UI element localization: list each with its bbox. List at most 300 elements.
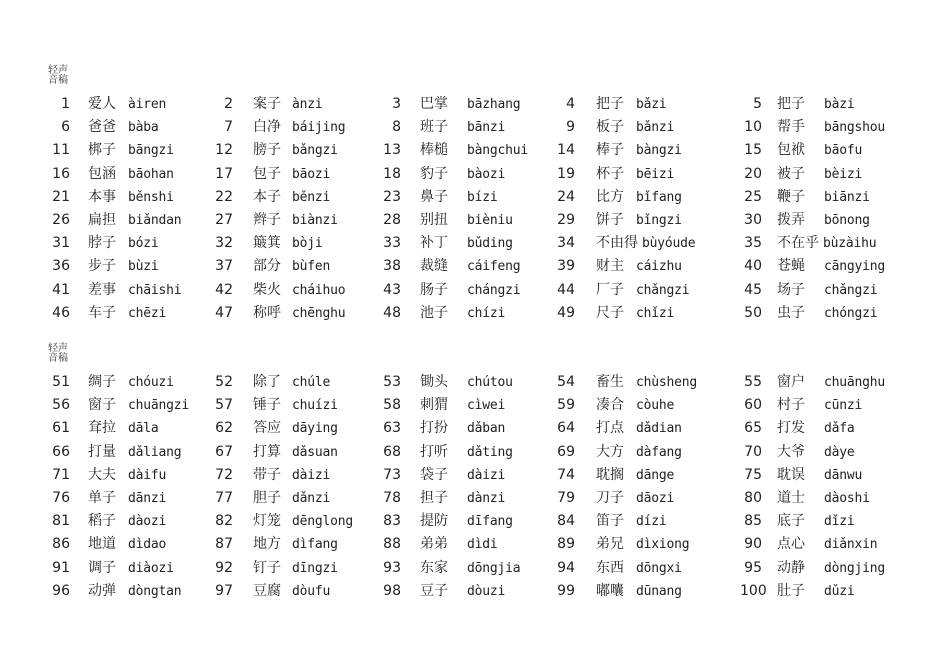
entry-word: 杯子 [596, 165, 624, 182]
section-label: 轻声 音稿 [48, 343, 68, 364]
entry-word: 池子 [420, 304, 448, 321]
entry-word: 耽搁 [596, 466, 624, 483]
entry-pinyin: bàngchui [467, 143, 529, 159]
entry-word: 补丁 [420, 235, 448, 252]
entry-number: 62 [215, 420, 233, 437]
entry-number: 11 [52, 142, 70, 159]
entry-number: 55 [744, 374, 762, 390]
entry-word: 笛子 [596, 513, 624, 530]
entry-word: 裁缝 [420, 258, 448, 275]
entry-pinyin: dīfang [467, 514, 513, 530]
entry-word: 棒槌 [420, 142, 448, 159]
entry-number: 1 [61, 96, 70, 112]
entry-number: 59 [557, 397, 575, 414]
entry-number: 77 [215, 490, 233, 506]
entry-word: 豹子 [420, 165, 448, 182]
entry-pinyin: dāla [128, 421, 159, 437]
entry-number: 2 [224, 96, 233, 112]
entry-pinyin: biànzi [292, 213, 338, 228]
entry-word: 把子 [777, 96, 805, 112]
entry-word: 打扮 [420, 420, 448, 437]
entry-word: 刺猬 [420, 397, 448, 414]
entry-number: 56 [52, 397, 70, 414]
entry-pinyin: bùzi [128, 259, 159, 275]
entry-number: 3 [392, 96, 401, 112]
entry-number: 72 [215, 466, 233, 483]
entry-pinyin: běnshi [128, 189, 174, 205]
entry-word: 柴火 [253, 281, 281, 298]
vocab-row [0, 510, 950, 533]
entry-word: 东家 [420, 559, 448, 576]
entry-pinyin: bāohan [128, 166, 174, 182]
entry-pinyin: běnzi [292, 189, 331, 205]
entry-word: 动静 [777, 559, 805, 576]
entry-pinyin: bàozi [467, 166, 506, 182]
entry-number: 80 [744, 490, 762, 506]
entry-number: 5 [753, 96, 762, 112]
entry-number: 90 [744, 536, 762, 553]
entry-pinyin: dàifu [128, 467, 167, 483]
entry-word: 梆子 [88, 142, 116, 159]
entry-pinyin: chuāngzi [128, 398, 190, 414]
entry-pinyin: chízi [467, 305, 506, 321]
entry-word: 差事 [88, 281, 116, 298]
entry-word: 刀子 [596, 490, 624, 506]
entry-number: 51 [52, 374, 70, 390]
entry-word: 凑合 [596, 397, 624, 414]
entry-pinyin: cáifeng [467, 259, 521, 275]
entry-number: 49 [557, 304, 575, 321]
entry-word: 稻子 [88, 513, 116, 530]
entry-pinyin: cìwei [467, 398, 506, 414]
vocab-row [0, 533, 950, 556]
entry-pinyin: bēizi [636, 166, 675, 182]
entry-word: 场子 [777, 281, 805, 298]
entry-number: 8 [392, 119, 401, 136]
entry-pinyin: bùfen [292, 259, 331, 275]
entry-pinyin: chǎngzi [824, 282, 878, 298]
entry-word: 饼子 [596, 212, 624, 228]
entry-word: 虫子 [777, 304, 805, 321]
entry-pinyin: dāying [292, 421, 338, 437]
vocab-row [0, 163, 950, 186]
entry-pinyin: chútou [467, 375, 513, 390]
vocab-row [0, 371, 950, 394]
entry-word: 东西 [596, 559, 624, 576]
entry-number: 69 [557, 443, 575, 460]
entry-pinyin: dōngxi [636, 560, 682, 576]
entry-word: 把子 [596, 96, 624, 112]
entry-number: 79 [557, 490, 575, 506]
entry-pinyin: dǎting [467, 444, 513, 460]
vocab-row [0, 441, 950, 464]
entry-pinyin: bāofu [824, 143, 863, 159]
entry-number: 57 [215, 397, 233, 414]
entry-pinyin: bōnong [824, 213, 870, 228]
entry-pinyin: dànzi [467, 491, 506, 506]
entry-word: 爱人 [88, 96, 116, 112]
entry-word: 步子 [88, 258, 116, 275]
entry-pinyin: chēnghu [292, 305, 346, 321]
entry-number: 22 [215, 188, 233, 205]
entry-word: 窗子 [88, 397, 116, 414]
entry-number: 63 [383, 420, 401, 437]
entry-number: 66 [52, 443, 70, 460]
entry-number: 100 [740, 582, 767, 599]
entry-word: 答应 [253, 420, 281, 437]
vocab-row [0, 302, 950, 325]
entry-pinyin: chóuzi [128, 375, 174, 390]
entry-number: 18 [383, 165, 401, 182]
entry-pinyin: cāngying [824, 259, 886, 275]
entry-word: 肚子 [777, 582, 805, 599]
entry-word: 胆子 [253, 490, 281, 506]
entry-number: 28 [383, 212, 401, 228]
entry-word: 带子 [253, 466, 281, 483]
entry-number: 35 [744, 235, 762, 252]
entry-pinyin: bǔding [467, 236, 513, 252]
entry-number: 36 [52, 258, 70, 275]
entry-pinyin: bàngzi [636, 143, 682, 159]
entry-word: 案子 [253, 96, 281, 112]
entry-number: 73 [383, 466, 401, 483]
entry-word: 点心 [777, 536, 805, 553]
entry-pinyin: bózi [128, 236, 159, 252]
entry-number: 30 [744, 212, 762, 228]
entry-number: 92 [215, 559, 233, 576]
entry-number: 52 [215, 374, 233, 390]
entry-number: 17 [215, 165, 233, 182]
entry-pinyin: còuhe [636, 398, 675, 414]
vocab-row [0, 186, 950, 209]
entry-pinyin: dòufu [292, 583, 331, 599]
entry-pinyin: dìfang [292, 537, 338, 553]
entry-pinyin: báijing [292, 120, 346, 136]
entry-word: 巴掌 [420, 96, 448, 112]
entry-number: 7 [224, 119, 233, 136]
entry-number: 26 [52, 212, 70, 228]
entry-word: 打听 [420, 443, 448, 460]
vocab-row [0, 209, 950, 232]
entry-pinyin: dǎban [467, 421, 506, 437]
entry-number: 41 [52, 281, 70, 298]
entry-pinyin: àiren [128, 97, 167, 112]
vocab-row [0, 255, 950, 278]
entry-word: 鼻子 [420, 188, 448, 205]
entry-number: 61 [52, 420, 70, 437]
entry-pinyin: dìdao [128, 537, 167, 553]
vocab-row [0, 557, 950, 580]
entry-pinyin: dìdi [467, 537, 498, 553]
entry-word: 白净 [253, 119, 281, 136]
entry-word: 打算 [253, 443, 281, 460]
entry-word: 底子 [777, 513, 805, 530]
entry-word: 提防 [420, 513, 448, 530]
entry-word: 比方 [596, 188, 624, 205]
entry-word: 灯笼 [253, 513, 281, 530]
entry-number: 44 [557, 281, 575, 298]
entry-number: 48 [383, 304, 401, 321]
entry-number: 32 [215, 235, 233, 252]
entry-pinyin: bòji [292, 236, 323, 252]
vocab-row [0, 464, 950, 487]
entry-pinyin: bāzhang [467, 97, 521, 112]
entry-pinyin: dòngjing [824, 560, 886, 576]
entry-word: 本事 [88, 188, 116, 205]
entry-pinyin: biānzi [824, 189, 870, 205]
vocab-row [0, 394, 950, 417]
entry-pinyin: biǎndan [128, 213, 182, 228]
entry-number: 23 [383, 188, 401, 205]
entry-pinyin: dīngzi [292, 560, 338, 576]
entry-number: 85 [744, 513, 762, 530]
entry-word: 窗户 [777, 374, 805, 390]
entry-word: 绸子 [88, 374, 116, 390]
entry-number: 42 [215, 281, 233, 298]
entry-pinyin: dǎfa [824, 421, 855, 437]
entry-pinyin: dāozi [636, 491, 675, 506]
entry-word: 大爷 [777, 443, 805, 460]
entry-word: 道士 [777, 490, 805, 506]
entry-pinyin: chǐzi [636, 305, 675, 321]
entry-word: 脖子 [88, 235, 116, 252]
entry-word: 袋子 [420, 466, 448, 483]
entry-pinyin: dānge [636, 467, 675, 483]
entry-number: 24 [557, 188, 575, 205]
entry-number: 71 [52, 466, 70, 483]
entry-number: 65 [744, 420, 762, 437]
entry-number: 58 [383, 397, 401, 414]
entry-number: 6 [61, 119, 70, 136]
entry-pinyin: dānwu [824, 467, 863, 483]
entry-number: 20 [744, 165, 762, 182]
entry-pinyin: cūnzi [824, 398, 863, 414]
vocab-row [0, 580, 950, 603]
entry-number: 81 [52, 513, 70, 530]
vocab-row [0, 487, 950, 510]
entry-pinyin: bǎnzi [636, 120, 675, 136]
entry-word: 板子 [596, 119, 624, 136]
entry-pinyin: diǎnxin [824, 537, 878, 553]
entry-word: 耽误 [777, 466, 805, 483]
entry-word: 豆腐 [253, 582, 281, 599]
entry-pinyin: bízi [467, 189, 498, 205]
entry-word: 财主 [596, 258, 624, 275]
entry-pinyin: bāngzi [128, 143, 174, 159]
entry-word: 村子 [777, 397, 805, 414]
entry-number: 86 [52, 536, 70, 553]
entry-word: 苍蝇 [777, 258, 805, 275]
entry-word: 打发 [777, 420, 805, 437]
entry-number: 12 [215, 142, 233, 159]
entry-pinyin: dǎnzi [292, 491, 331, 506]
entry-number: 82 [215, 513, 233, 530]
entry-word: 厂子 [596, 281, 624, 298]
entry-pinyin: bānzi [467, 120, 506, 136]
entry-pinyin: dàizi [292, 467, 331, 483]
entry-pinyin: dòngtan [128, 583, 182, 599]
entry-number: 10 [744, 119, 762, 136]
entry-word: 动弹 [88, 582, 116, 599]
entry-number: 93 [383, 559, 401, 576]
entry-number: 74 [557, 466, 575, 483]
entry-pinyin: dàfang [636, 444, 682, 460]
entry-number: 14 [557, 142, 575, 159]
entry-number: 68 [383, 443, 401, 460]
entry-number: 25 [744, 188, 762, 205]
entry-pinyin: chǎngzi [636, 282, 690, 298]
entry-number: 89 [557, 536, 575, 553]
section-label: 轻声 音稿 [48, 65, 68, 86]
entry-word: 簸箕 [253, 235, 281, 252]
entry-number: 47 [215, 304, 233, 321]
entry-number: 29 [557, 212, 575, 228]
entry-word: 爸爸 [88, 119, 116, 136]
entry-word: 钉子 [253, 559, 281, 576]
entry-pinyin: dàye [824, 444, 855, 460]
entry-word: 打量 [88, 443, 116, 460]
entry-number: 33 [383, 235, 401, 252]
entry-pinyin: chēzi [128, 305, 167, 321]
entry-word: 包子 [253, 165, 281, 182]
vocab-row [0, 417, 950, 440]
entry-pinyin: bǎzi [636, 97, 667, 112]
entry-number: 67 [215, 443, 233, 460]
entry-word: 棒子 [596, 142, 624, 159]
entry-number: 19 [557, 165, 575, 182]
vocab-row [0, 139, 950, 162]
entry-number: 38 [383, 258, 401, 275]
entry-number: 37 [215, 258, 233, 275]
entry-word: 调子 [88, 559, 116, 576]
entry-word: 班子 [420, 119, 448, 136]
entry-number: 27 [215, 212, 233, 228]
entry-pinyin: bǐfang [636, 189, 682, 205]
entry-word: 锤子 [253, 397, 281, 414]
entry-pinyin: dōngjia [467, 560, 521, 576]
entry-pinyin: dàozi [128, 514, 167, 530]
entry-number: 21 [52, 188, 70, 205]
entry-number: 91 [52, 559, 70, 576]
entry-word: 扁担 [88, 212, 116, 228]
entry-pinyin: cháihuo [292, 282, 346, 298]
entry-pinyin: bùyóude [642, 236, 696, 252]
entry-pinyin: bāngshou [824, 120, 886, 136]
entry-pinyin: cáizhu [636, 259, 682, 275]
entry-pinyin: dǎsuan [292, 444, 338, 460]
entry-number: 84 [557, 513, 575, 530]
entry-number: 16 [52, 165, 70, 182]
entry-pinyin: chāishi [128, 282, 182, 298]
entry-number: 4 [566, 96, 575, 112]
entry-pinyin: dēnglong [292, 514, 354, 530]
entry-number: 54 [557, 374, 575, 390]
entry-word: 豆子 [420, 582, 448, 599]
entry-word: 单子 [88, 490, 116, 506]
entry-pinyin: dàoshi [824, 491, 870, 506]
entry-number: 78 [383, 490, 401, 506]
entry-word: 耷拉 [88, 420, 116, 437]
entry-number: 87 [215, 536, 233, 553]
vocab-row [0, 279, 950, 302]
entry-word: 打点 [596, 420, 624, 437]
entry-pinyin: bàzi [824, 97, 855, 112]
entry-pinyin: dǐzi [824, 514, 855, 530]
entry-word: 大夫 [88, 466, 116, 483]
entry-word: 嘟囔 [596, 582, 624, 599]
entry-word: 大方 [596, 443, 624, 460]
entry-pinyin: dòuzi [467, 583, 506, 599]
entry-number: 31 [52, 235, 70, 252]
entry-word: 称呼 [253, 304, 281, 321]
entry-word: 畜生 [596, 374, 624, 390]
entry-word: 鞭子 [777, 188, 805, 205]
entry-word: 包涵 [88, 165, 116, 182]
entry-pinyin: bāozi [292, 166, 331, 182]
entry-pinyin: chóngzi [824, 305, 878, 321]
entry-pinyin: dǎdian [636, 421, 682, 437]
vocab-row [0, 116, 950, 139]
entry-pinyin: chuānghu [824, 375, 886, 390]
entry-number: 50 [744, 304, 762, 321]
entry-pinyin: chángzi [467, 282, 521, 298]
entry-number: 45 [744, 281, 762, 298]
entry-pinyin: dǔzi [824, 583, 855, 599]
entry-pinyin: bàba [128, 120, 159, 136]
entry-number: 43 [383, 281, 401, 298]
entry-pinyin: chùsheng [636, 375, 698, 390]
entry-pinyin: dūnang [636, 583, 682, 599]
entry-number: 95 [744, 559, 762, 576]
entry-word: 部分 [253, 258, 281, 275]
entry-word: 地方 [253, 536, 281, 553]
entry-number: 15 [744, 142, 762, 159]
entry-pinyin: diàozi [128, 560, 174, 576]
entry-pinyin: bǐngzi [636, 213, 682, 228]
entry-word: 不由得 [596, 235, 638, 252]
entry-word: 膀子 [253, 142, 281, 159]
entry-pinyin: chuízi [292, 398, 338, 414]
entry-word: 锄头 [420, 374, 448, 390]
entry-word: 被子 [777, 165, 805, 182]
entry-pinyin: bièniu [467, 213, 513, 228]
entry-word: 肠子 [420, 281, 448, 298]
entry-number: 75 [744, 466, 762, 483]
entry-word: 弟兄 [596, 536, 624, 553]
entry-number: 97 [215, 582, 233, 599]
entry-word: 包袱 [777, 142, 805, 159]
entry-number: 76 [52, 490, 70, 506]
entry-number: 9 [566, 119, 575, 136]
entry-word: 别扭 [420, 212, 448, 228]
entry-pinyin: ànzi [292, 97, 323, 112]
entry-pinyin: bùzàihu [823, 236, 877, 252]
entry-word: 尺子 [596, 304, 624, 321]
entry-number: 13 [383, 142, 401, 159]
entry-word: 拨弄 [777, 212, 805, 228]
entry-pinyin: dízi [636, 514, 667, 530]
entry-pinyin: dānzi [128, 491, 167, 506]
entry-word: 担子 [420, 490, 448, 506]
entry-pinyin: dǎliang [128, 444, 182, 460]
vocab-row [0, 232, 950, 255]
entry-word: 不在乎 [777, 235, 819, 252]
entry-pinyin: dìxiong [636, 537, 690, 553]
entry-word: 本子 [253, 188, 281, 205]
entry-pinyin: bèizi [824, 166, 863, 182]
entry-pinyin: chúle [292, 375, 331, 390]
vocab-row [0, 93, 950, 116]
